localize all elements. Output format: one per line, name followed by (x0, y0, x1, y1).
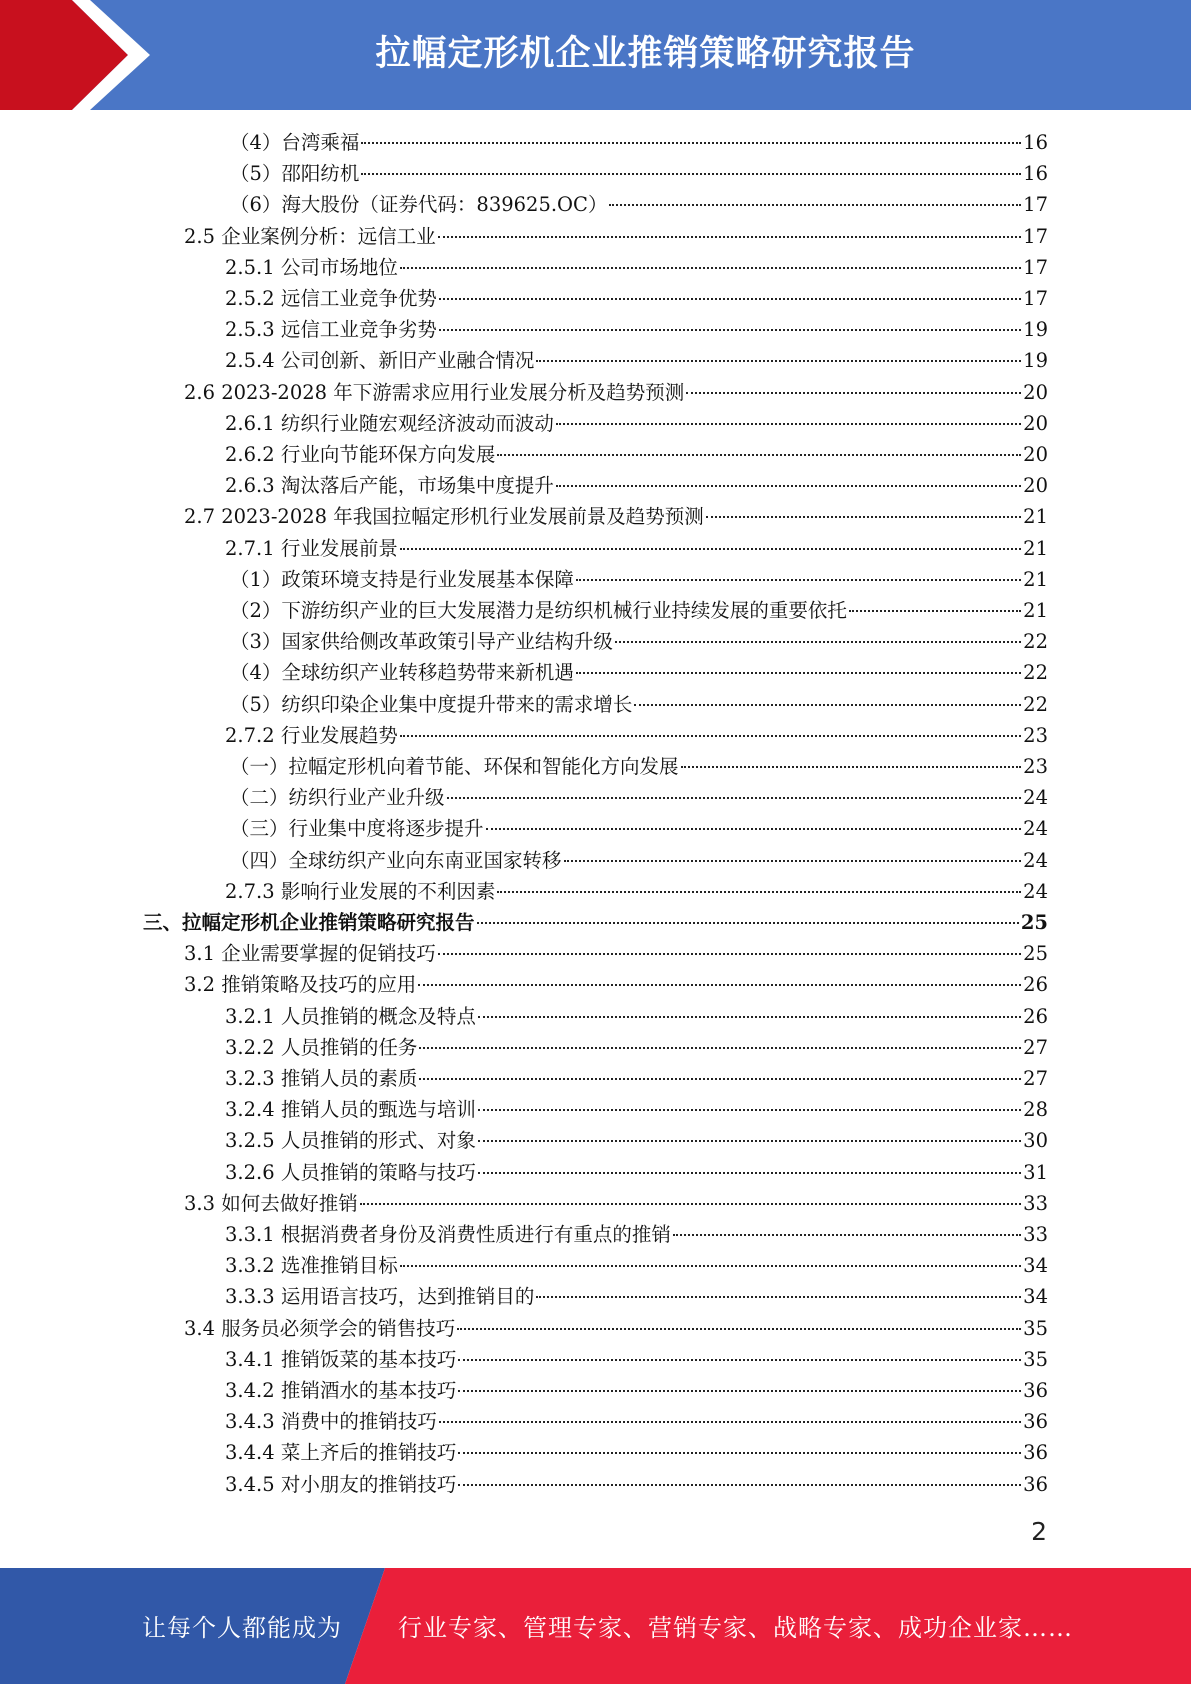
toc-dot-leader (478, 1016, 1021, 1018)
toc-dot-leader (419, 1078, 1021, 1080)
toc-entry-title: 2.5.3 远信工业竞争劣势 (225, 318, 437, 342)
toc-entry[interactable] (225, 345, 1048, 376)
toc-entry-title: 2.5.1 公司市场地位 (225, 255, 398, 279)
page-footer (0, 1568, 1191, 1684)
toc-entry-page: 34 (1023, 1254, 1048, 1278)
toc-entry-title: 3.2.6 人员推销的策略与技巧 (225, 1160, 476, 1184)
toc-dot-leader (536, 1296, 1021, 1298)
toc-entry-page: 20 (1023, 443, 1048, 466)
toc-dot-leader (400, 267, 1021, 269)
toc-dot-leader (556, 423, 1021, 425)
toc-entry-page: 33 (1023, 1223, 1048, 1246)
toc-entry[interactable] (225, 1219, 1048, 1250)
toc-entry-title: 3.2 推销策略及技巧的应用 (184, 973, 417, 997)
toc-dot-leader (556, 485, 1021, 487)
toc-entry-title: 3.3.2 选准推销目标 (225, 1254, 398, 1278)
toc-dot-leader (457, 1328, 1021, 1330)
toc-entry-page: 22 (1023, 630, 1048, 654)
toc-entry[interactable] (143, 907, 1048, 938)
toc-entry-title: （一）拉幅定形机向着节能、环保和智能化方向发展 (230, 755, 679, 778)
toc-entry-page: 19 (1023, 318, 1048, 342)
toc-entry[interactable] (225, 1063, 1048, 1094)
toc-entry[interactable] (225, 1032, 1048, 1063)
toc-entry-page: 21 (1023, 536, 1048, 560)
toc-dot-leader (849, 610, 1021, 612)
toc-entry-page: 28 (1023, 1098, 1048, 1122)
toc-entry-title: （四）全球纺织产业向东南亚国家转移 (230, 848, 562, 872)
toc-entry-title: 3.4.4 菜上齐后的推销技巧 (225, 1441, 457, 1465)
toc-dot-leader (478, 1140, 1021, 1142)
toc-entry-title: （5）纺织印染企业集中度提升带来的需求增长 (230, 692, 633, 716)
toc-entry-title: 2.6.1 纺织行业随宏观经济波动而波动 (225, 411, 554, 435)
toc-entry-page: 27 (1023, 1035, 1048, 1059)
toc-entry[interactable] (225, 720, 1048, 751)
toc-dot-leader (458, 1390, 1021, 1392)
toc-dot-leader (418, 984, 1021, 986)
toc-entry[interactable] (230, 189, 1048, 220)
toc-entry[interactable] (230, 564, 1048, 595)
toc-entry-page: 24 (1023, 879, 1048, 903)
toc-entry-page: 35 (1023, 1316, 1048, 1340)
toc-entry-title: （1）政策环境支持是行业发展基本保障 (230, 567, 574, 591)
toc-dot-leader (458, 1452, 1021, 1454)
toc-entry-page: 36 (1023, 1472, 1048, 1496)
toc-entry-title: 3.4.3 消费中的推销技巧 (225, 1410, 437, 1434)
toc-entry[interactable] (225, 439, 1048, 470)
toc-entry-title: （3）国家供给侧改革政策引导产业结构升级 (230, 630, 613, 654)
toc-entry-title: 3.4.2 推销酒水的基本技巧 (225, 1379, 457, 1402)
toc-entry-page: 23 (1023, 755, 1048, 778)
toc-entry-title: 3.4 服务员必须学会的销售技巧 (184, 1316, 456, 1340)
toc-entry-page: 24 (1023, 817, 1048, 841)
toc-entry-title: 3.4.1 推销饭菜的基本技巧 (225, 1347, 457, 1371)
toc-entry-page: 21 (1023, 505, 1048, 529)
toc-entry-page: 21 (1023, 567, 1048, 591)
toc-entry-page: 30 (1023, 1129, 1048, 1153)
toc-entry[interactable] (184, 1313, 1048, 1344)
toc-dot-leader (361, 142, 1021, 144)
toc-dot-leader (439, 329, 1021, 331)
toc-dot-leader (497, 454, 1021, 456)
toc-dot-leader (400, 548, 1021, 550)
toc-entry[interactable] (184, 501, 1048, 532)
toc-entry[interactable] (225, 1406, 1048, 1437)
toc-entry[interactable] (225, 1250, 1048, 1281)
toc-entry[interactable] (225, 470, 1048, 501)
toc-entry-title: （2）下游纺织产业的巨大发展潜力是纺织机械行业持续发展的重要依托 (230, 599, 847, 622)
toc-entry-page: 19 (1023, 349, 1048, 373)
toc-entry-title: 2.5.4 公司创新、新旧产业融合情况 (225, 349, 535, 373)
toc-dot-leader (400, 735, 1021, 737)
toc-entry[interactable] (184, 969, 1048, 1000)
toc-entry-title: （三）行业集中度将逐步提升 (230, 817, 484, 841)
toc-entry-page: 36 (1023, 1379, 1048, 1402)
toc-dot-leader (634, 704, 1021, 706)
toc-entry-page: 17 (1023, 255, 1048, 279)
toc-entry-title: 3.2.1 人员推销的概念及特点 (225, 1004, 476, 1028)
toc-dot-leader (478, 1172, 1021, 1174)
toc-entry-title: （5）邵阳纺机 (230, 162, 360, 186)
toc-entry[interactable] (225, 1157, 1048, 1188)
toc-entry-title: 3.2.3 推销人员的素质 (225, 1067, 418, 1090)
toc-entry[interactable] (184, 221, 1048, 252)
header-chevron-decoration (0, 0, 260, 110)
toc-entry-page: 22 (1023, 692, 1048, 716)
toc-dot-leader (361, 173, 1021, 175)
toc-entry-title: 2.6.2 行业向节能环保方向发展 (225, 443, 496, 466)
footer-slogan-lead: 让每个人都能成为 (142, 1614, 342, 1642)
toc-entry-page: 17 (1023, 287, 1048, 310)
toc-entry-title: 2.7.3 影响行业发展的不利因素 (225, 879, 496, 903)
toc-entry-title: 3.3 如何去做好推销 (184, 1191, 358, 1215)
toc-entry-title: 3.4.5 对小朋友的推销技巧 (225, 1472, 457, 1496)
toc-dot-leader (706, 516, 1021, 518)
toc-dot-leader (438, 953, 1021, 955)
toc-dot-leader (615, 641, 1021, 643)
toc-entry[interactable] (184, 1188, 1048, 1219)
toc-entry-page: 21 (1023, 599, 1048, 622)
toc-entry[interactable] (230, 751, 1048, 782)
toc-entry-title: 2.5.2 远信工业竞争优势 (225, 287, 437, 310)
toc-entry-page: 27 (1023, 1067, 1048, 1090)
toc-entry[interactable] (225, 252, 1048, 283)
toc-entry-page: 16 (1023, 162, 1048, 186)
toc-dot-leader (400, 1265, 1021, 1267)
toc-entry-page: 31 (1023, 1160, 1048, 1184)
toc-entry-title: （4）全球纺织产业转移趋势带来新机遇 (230, 661, 574, 685)
toc-dot-leader (360, 1203, 1021, 1205)
toc-entry-title: 2.6.3 淘汰落后产能，市场集中度提升 (225, 474, 554, 498)
toc-dot-leader (458, 1359, 1021, 1361)
toc-entry-page: 20 (1023, 380, 1048, 404)
toc-entry-page: 35 (1023, 1347, 1048, 1371)
toc-entry-title: 3.2.5 人员推销的形式、对象 (225, 1129, 476, 1153)
toc-entry-page: 17 (1023, 224, 1048, 248)
toc-entry[interactable] (225, 876, 1048, 907)
toc-entry-page: 25 (1020, 911, 1048, 934)
toc-dot-leader (486, 828, 1022, 830)
toc-entry[interactable] (230, 813, 1048, 844)
toc-entry[interactable] (230, 158, 1048, 189)
toc-entry[interactable] (230, 595, 1048, 626)
toc-entry-page: 22 (1023, 661, 1048, 685)
toc-entry-page: 33 (1023, 1191, 1048, 1215)
toc-entry-page: 36 (1023, 1410, 1048, 1434)
toc-entry-page: 25 (1023, 942, 1048, 966)
toc-entry-title: 2.6 2023-2028 年下游需求应用行业发展分析及趋势预测 (184, 380, 685, 404)
toc-entry[interactable] (225, 1437, 1048, 1468)
toc-dot-leader (576, 579, 1021, 581)
toc-entry[interactable] (225, 1344, 1048, 1375)
toc-dot-leader (686, 392, 1021, 394)
toc-entry[interactable] (184, 938, 1048, 969)
toc-entry-page: 16 (1023, 131, 1048, 154)
toc-entry[interactable] (225, 1375, 1048, 1406)
toc-entry[interactable] (225, 1125, 1048, 1156)
toc-dot-leader (419, 1047, 1021, 1049)
toc-dot-leader (458, 1484, 1021, 1486)
page-header (0, 0, 1191, 110)
toc-entry[interactable] (225, 283, 1048, 314)
toc-entry-title: 3.3.3 运用语言技巧，达到推销目的 (225, 1285, 535, 1309)
toc-entry[interactable] (225, 408, 1048, 439)
toc-entry-page: 26 (1023, 1004, 1048, 1028)
toc-entry-page: 34 (1023, 1285, 1048, 1309)
toc-entry-page: 24 (1023, 848, 1048, 872)
toc-entry-title: （6）海大股份（证券代码：839625.OC） (230, 193, 608, 217)
report-title: 拉幅定形机企业推销策略研究报告 (375, 34, 916, 74)
toc-entry-title: 2.7 2023-2028 年我国拉幅定形机行业发展前景及趋势预测 (184, 505, 704, 529)
toc-entry[interactable] (225, 1281, 1048, 1312)
toc-entry-page: 17 (1023, 193, 1048, 217)
toc-entry[interactable] (230, 689, 1048, 720)
toc-dot-leader (439, 1421, 1021, 1423)
toc-dot-leader (447, 797, 1022, 799)
toc-dot-leader (439, 298, 1021, 300)
toc-entry-title: 2.5 企业案例分析：远信工业 (184, 224, 436, 248)
toc-dot-leader (576, 672, 1021, 674)
toc-entry-page: 26 (1023, 973, 1048, 997)
toc-dot-leader (609, 204, 1021, 206)
toc-entry[interactable] (230, 127, 1048, 158)
page-number: 2 (1031, 1517, 1047, 1546)
toc-dot-leader (478, 1109, 1021, 1111)
toc-dot-leader (564, 860, 1022, 862)
toc-entry-title: 3.2.2 人员推销的任务 (225, 1035, 418, 1059)
toc-entry[interactable] (225, 1094, 1048, 1125)
toc-dot-leader (673, 1234, 1021, 1236)
toc-entry-page: 20 (1023, 474, 1048, 498)
toc-entry[interactable] (225, 1469, 1048, 1500)
toc-entry[interactable] (225, 533, 1048, 564)
footer-slogan-roles: 行业专家、管理专家、营销专家、战略专家、成功企业家…… (398, 1614, 1073, 1642)
toc-entry[interactable] (230, 845, 1048, 876)
toc-entry-page: 23 (1023, 723, 1048, 747)
toc-entry[interactable] (225, 1001, 1048, 1032)
toc-entry-title: （二）纺织行业产业升级 (230, 786, 445, 810)
toc-entry-title: （4）台湾乘福 (230, 131, 360, 154)
toc-entry[interactable] (230, 782, 1048, 813)
toc-dot-leader (536, 360, 1021, 362)
toc-entry[interactable] (225, 314, 1048, 345)
toc-dot-leader (477, 922, 1019, 924)
toc-entry-page: 36 (1023, 1441, 1048, 1465)
toc-entry-title: 三、拉幅定形机企业推销策略研究报告 (143, 911, 475, 934)
toc-entry-title: 2.7.1 行业发展前景 (225, 536, 398, 560)
toc-entry-title: 3.3.1 根据消费者身份及消费性质进行有重点的推销 (225, 1223, 671, 1246)
toc-entry-title: 3.2.4 推销人员的甄选与培训 (225, 1098, 476, 1122)
toc-entry[interactable] (230, 626, 1048, 657)
toc-entry[interactable] (230, 657, 1048, 688)
toc-entry-page: 20 (1023, 411, 1048, 435)
toc-dot-leader (438, 236, 1021, 238)
toc-entry-title: 3.1 企业需要掌握的促销技巧 (184, 942, 436, 966)
toc-dot-leader (497, 891, 1021, 893)
toc-entry-title: 2.7.2 行业发展趋势 (225, 723, 398, 747)
toc-entry-page: 24 (1023, 786, 1048, 810)
toc-dot-leader (681, 766, 1022, 768)
toc-entry[interactable] (184, 377, 1048, 408)
